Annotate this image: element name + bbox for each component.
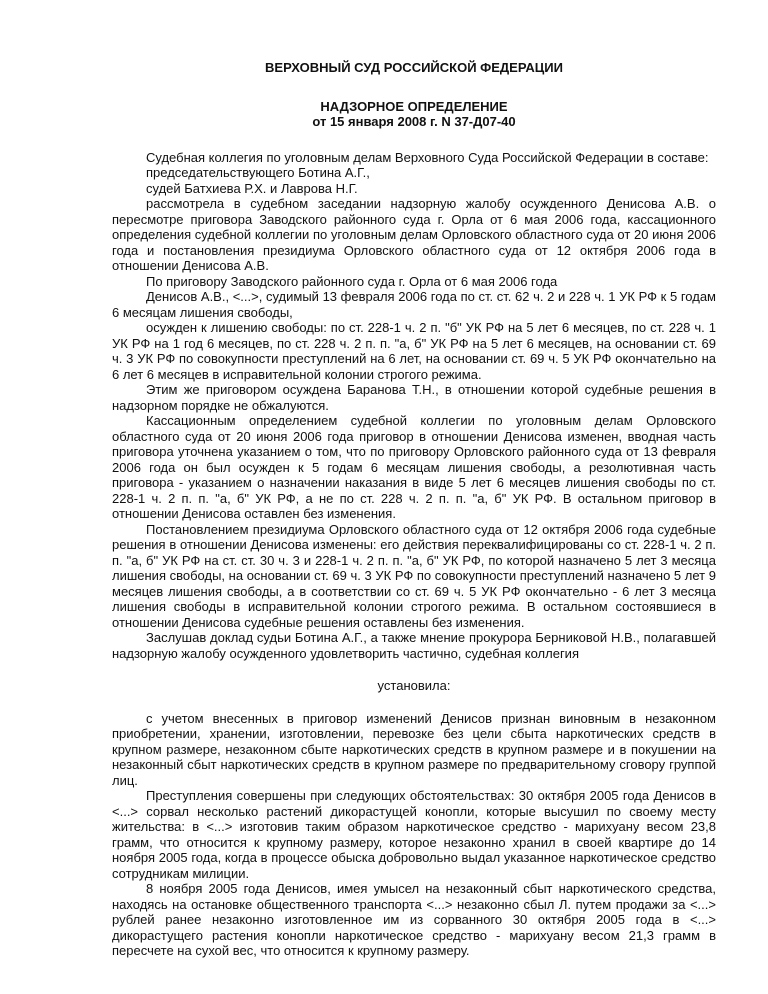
paragraph: рассмотрела в судебном заседании надзорную жалобу осужденного Денисова А.В. о пересмотре приговора Заводского районного суда г. Орла от 6 мая 2006 года, кассационного определения судебной коллегии по уголовным делам Орловского областного суда от 20 июня 2006 года и постановления президиума Орловского областного суда от 12 октября 2006 года в отношении Денисова А.В.	[112, 196, 716, 273]
paragraph: Этим же приговором осуждена Баранова Т.Н., в отношении которой судебные решения в надзорном порядке не обжалуются.	[112, 382, 716, 413]
paragraph: председательствующего Ботина А.Г.,	[146, 165, 370, 180]
paragraph: Судебная коллегия по уголовным делам Верховного Суда Российской Федерации в составе:	[146, 149, 709, 165]
paragraph: судей Батхиева Р.Х. и Лаврова Н.Г.	[146, 180, 358, 196]
paragraph: Кассационным определением судебной коллегии по уголовным делам Орловского областного суда от 20 июня 2006 года приговор в отношении Денисова изменен, вводная часть приговора уточнена указанием о том, что по приговору Орловского районного суда от 13 февраля 2006 года он был осужден к 5 годам 6 месяцам лишения свободы, а резолютивная часть приговора - указанием о назначении наказания в виде 5 лет 6 месяцев лишения свободы по ст. 228-1 ч. 2 п. п. "а, б" УК РФ, а не по ст. 228 ч. 2 п. п. "а, б" УК РФ. В остальном приговор в отношении Денисова оставлен без изменения.	[112, 413, 716, 521]
paragraph: 8 ноября 2005 года Денисов, имея умысел на незаконный сбыт наркотического средства, находясь на остановке общественного транспорта <...> незаконно сбыл Л. путем продажи за <...> рублей ранее незаконно изготовленное им из сорванного 30 октября 2005 года в <...> дикорастущего растения конопли наркотическое средство - марихуану весом 21,3 грамм в пересчете на сухой вес, что относится к крупному размеру.	[112, 881, 716, 958]
paragraph: Заслушав доклад судьи Ботина А.Г., а также мнение прокурора Берниковой Н.В., полагавшей надзорную жалобу осужденного удовлетворить частично, судебная коллегия	[112, 630, 716, 661]
document-type: НАДЗОРНОЕ ОПРЕДЕЛЕНИЕ	[320, 98, 508, 114]
document-body	[112, 150, 716, 959]
paragraph: с учетом внесенных в приговор изменений Денисов признан виновным в незаконном приобретении, хранении, изготовлении, перевозке без цели сбыта наркотических средств в крупном размере, незаконном сбыте наркотических средств в крупном размере и в покушении на незаконный сбыт наркотических средств в крупном размере по предварительному сговору группой лиц.	[112, 710, 716, 788]
paragraph: Преступления совершены при следующих обстоятельствах: 30 октября 2005 года Денисов в <...> сорвал несколько растений дикорастущей конопли, которые высушил по своему месту жительства: в <...> изготовив таким образом наркотическое средство - марихуану весом 23,8 грамм, что относится к крупному размеру, которое незаконно хранил в своей квартире до 14 ноября 2005 года, когда в процессе обыска добровольно выдал указанное наркотическое средство сотрудникам милиции.	[112, 788, 716, 881]
court-name: ВЕРХОВНЫЙ СУД РОССИЙСКОЙ ФЕДЕРАЦИИ	[265, 60, 563, 75]
document-page	[112, 48, 716, 959]
paragraph: осужден к лишению свободы: по ст. 228-1 ч. 2 п. "б" УК РФ на 5 лет 6 месяцев, по ст. 228 ч. 1 УК РФ на 1 год 6 месяцев, по ст. 228 ч. 2 п. п. "а, б" УК РФ на 5 лет 6 месяцев, на основании ст. 69 ч. 3 УК РФ по совокупности преступлений на 6 лет, на основании ст. 69 ч. 5 УК РФ окончательно на 6 лет 6 месяцев в исправительной колонии строгого режима.	[112, 320, 716, 382]
paragraph: Постановлением президиума Орловского областного суда от 12 октября 2006 года судебные решения в отношении Денисова изменены: его действия переквалифицированы со ст. 228-1 ч. 2 п. п. "а, б" УК РФ на ст. ст. 30 ч. 3 и 228-1 ч. 2 п. п. "а, б" УК РФ, по которой назначено 5 лет 3 месяца лишения свободы, на основании ст. 69 ч. 3 УК РФ по совокупности преступлений назначено 5 лет 9 месяцев лишения свободы, а в соответствии со ст. 69 ч. 5 УК РФ окончательно - 6 лет 3 месяца лишения свободы в исправительной колонии строгого режима. В остальном состоявшиеся в отношении Денисова судебные решения оставлены без изменения.	[112, 521, 716, 630]
paragraph: По приговору Заводского районного суда г. Орла от 6 мая 2006 года	[146, 273, 558, 289]
document-date-number: от 15 января 2008 г. N 37-Д07-40	[312, 114, 516, 129]
paragraph: Денисов А.В., <...>, судимый 13 февраля 2006 года по ст. ст. 62 ч. 2 и 228 ч. 1 УК РФ к 5 годам 6 месяцам лишения свободы,	[112, 289, 716, 320]
established-heading: установила:	[377, 678, 451, 693]
